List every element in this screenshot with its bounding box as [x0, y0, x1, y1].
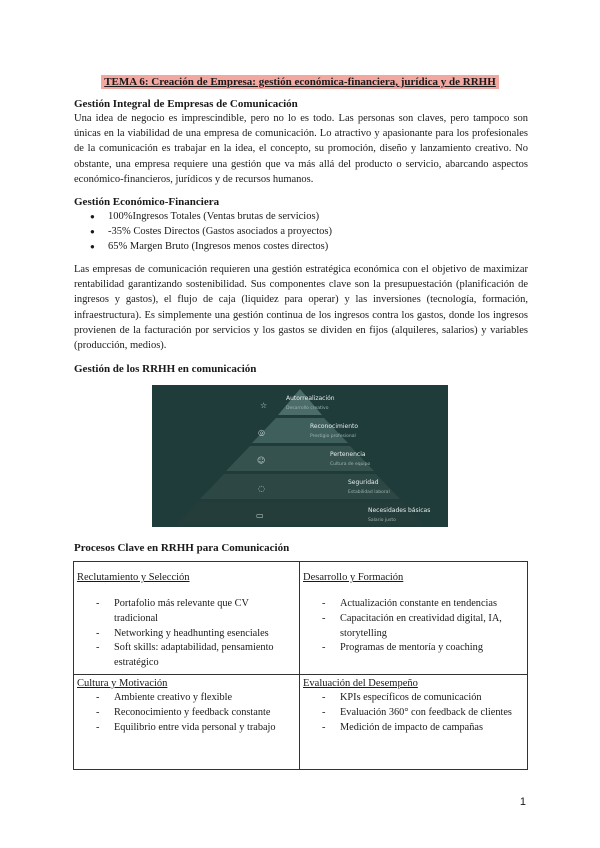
page-number: 1 — [519, 796, 526, 808]
list-item: - Ambiente creativo y flexible — [96, 691, 295, 706]
pyramid-label-3: Pertenencia — [330, 451, 366, 458]
table-cell-evaluacion — [300, 675, 527, 769]
pyramid-label-1: Autorrealización — [286, 395, 335, 402]
list-item: - Reconocimiento y feedback constante — [96, 706, 295, 721]
section-heading-rrhh: Gestión de los RRHH en comunicación — [74, 363, 257, 375]
wallet-icon: ▭ — [256, 511, 264, 520]
pyramid-sub-2: Prestigio profesional — [310, 434, 356, 439]
list-item: - Equilibrio entre vida personal y trabajo — [96, 721, 295, 736]
pyramid-tier-3 — [226, 446, 374, 471]
section-heading-procesos: Procesos Clave en RRHH para Comunicación — [74, 542, 290, 554]
pyramid-label-5: Necesidades básicas — [368, 507, 431, 514]
section-heading-economico-financiera: Gestión Económico-Financiera — [74, 196, 220, 208]
list-item: - Soft skills: adaptabilidad, pensamiento estratégico — [96, 641, 295, 671]
pyramid-sub-1: Desarrollo creativo — [286, 406, 329, 411]
list-item: - Evaluación 360° con feedback de clientes — [322, 706, 523, 721]
pyramid-svg — [152, 385, 448, 527]
pyramid-sub-5: Salario justo — [368, 518, 396, 523]
award-icon: ◎ — [258, 428, 265, 437]
financial-bullets — [90, 209, 332, 255]
pyramid-tier-2 — [252, 418, 348, 443]
table-cell-reclutamiento — [74, 562, 300, 675]
shield-icon: ◌ — [258, 484, 265, 493]
cell-title: Cultura y Motivación — [77, 678, 168, 689]
maslow-pyramid-figure — [152, 385, 448, 527]
paragraph-economico-financiera: Las empresas de comunicación requieren una gestión estratégica económica con el objetivo de maximizar rentabilidad garantizando sostenibilidad. Sus componentes clave son la presupuestación (planificación de ingresos y gastos), el flujo de caja (liquidez para operar) y las inversiones (tecnología, formación, infraestructura). Es simplemente una gestión continua de los ingresos contra los gastos, donde los ingresos provienen de la facturación por servicios y los gastos se dividen en fijos (alquileres, salarios) y variables (producción, medios). — [74, 264, 528, 352]
pyramid-sub-4: Estabilidad laboral — [348, 490, 390, 495]
star-icon: ☆ — [260, 401, 268, 410]
cell-title: Reclutamiento y Selección — [77, 572, 190, 583]
list-item: - Capacitación en creatividad digital, IA, storytelling — [322, 612, 523, 642]
list-item: - Networking y headhunting esenciales — [96, 627, 295, 642]
processes-table — [73, 561, 528, 770]
title-wrap — [0, 72, 600, 90]
pyramid-sub-3: Cultura de equipo — [330, 462, 371, 467]
document-title: TEMA 6: Creación de Empresa: gestión económica-financiera, jurídica y de RRHH — [101, 75, 499, 89]
cell-list — [322, 597, 523, 656]
table-cell-cultura — [74, 675, 300, 769]
cell-list — [322, 691, 523, 735]
paragraph-gestion-integral: Una idea de negocio es imprescindible, pero no lo es todo. Las personas son claves, pero tampoco son únicas en la viabilidad de una empresa de comunicación. Lo atractivo y apasionante para los profesionales de la comunicación es trabajar en la idea, el concepto, su promoción, diseño y lanzamiento creativo. No obstante, una empresa requiere una gestión que va más allá del producto o servicio, abarcando aspectos económico-financieros, jurídicos y de recursos humanos. — [74, 113, 528, 185]
people-icon: ☺ — [257, 456, 266, 465]
list-item: - Portafolio más relevante que CV tradicional — [96, 597, 295, 627]
section-heading-gestion-integral: Gestión Integral de Empresas de Comunicación — [74, 98, 298, 110]
list-item: ● -35% Costes Directos (Gastos asociados a proyectos) — [90, 224, 332, 239]
list-item: - KPIs específicos de comunicación — [322, 691, 523, 706]
list-item: - Medición de impacto de campañas — [322, 721, 523, 736]
cell-list — [96, 597, 295, 671]
list-item: ● 100%Ingresos Totales (Ventas brutas de servicios) — [90, 209, 332, 224]
pyramid-label-2: Reconocimiento — [310, 423, 359, 430]
pyramid-label-4: Seguridad — [348, 479, 379, 486]
cell-title: Desarrollo y Formación — [303, 572, 404, 583]
list-item: - Actualización constante en tendencias — [322, 597, 523, 612]
pyramid-tier-1 — [278, 389, 322, 415]
cell-title: Evaluación del Desempeño — [303, 678, 418, 689]
pyramid-tier-4 — [200, 474, 400, 499]
cell-list — [96, 691, 295, 735]
list-item: ● 65% Margen Bruto (Ingresos menos costes directos) — [90, 239, 332, 254]
list-item: - Programas de mentoría y coaching — [322, 641, 523, 656]
table-cell-desarrollo — [300, 562, 527, 675]
